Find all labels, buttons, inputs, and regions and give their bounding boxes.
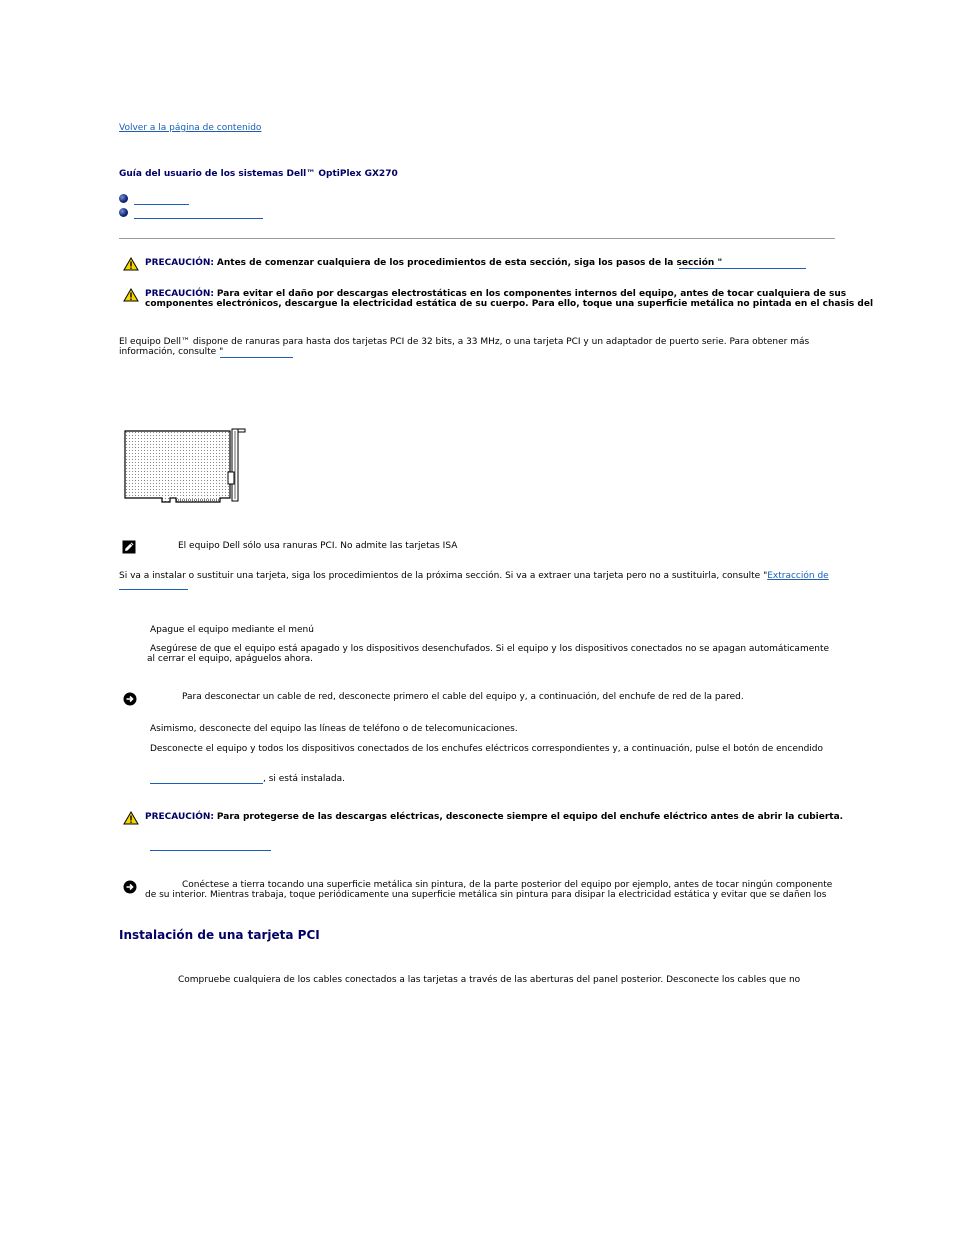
notice-2-line2: de su interior. Mientras trabaja, toque periódicamente una superficie metálica sin pintura para disipar la electricidad estática y evitar que se dañen los [145, 890, 827, 900]
caution-text: Antes de comenzar cualquiera de los procedimientos de esta sección, siga los pasos de la sección " [216, 258, 723, 268]
caution-1-link[interactable] [679, 268, 806, 269]
document-title: Guía del usuario de los sistemas Dell™ OptiPlex GX270 [119, 169, 398, 179]
toc-link-2[interactable] [134, 218, 263, 219]
caution-text: Para protegerse de las descargas eléctricas, desconecte siempre el equipo del enchufe eléctrico antes de abrir la cubierta. [216, 812, 844, 822]
install-paragraph-line1 [119, 571, 829, 581]
bullet-icon [119, 208, 128, 217]
toc-link-1[interactable] [134, 204, 189, 205]
notice-1-text: Para desconectar un cable de red, desconecte primero el cable del equipo y, a continuación, del enchufe de red de la pared. [182, 692, 744, 702]
notice-icon [123, 880, 137, 894]
caution-label: PRECAUCIÓN: [145, 258, 215, 268]
caution-label: PRECAUCIÓN: [145, 289, 215, 299]
step-5-link[interactable] [150, 783, 263, 784]
caution-3 [145, 812, 843, 822]
caution-text-line2: componentes electrónicos, descargue la electricidad estática de su cuerpo. Para ello, toque una superficie metálica no pintada en el chasis del [145, 299, 874, 309]
intro-line-2: información, consulte " [119, 347, 224, 357]
step-5-text: , si está instalada. [263, 774, 345, 784]
notice-icon [123, 692, 137, 706]
section-heading: Instalación de una tarjeta PCI [119, 928, 320, 942]
intro-line-1: El equipo Dell™ dispone de ranuras para hasta dos tarjetas PCI de 32 bits, a 33 MHz, o una tarjeta PCI y un adaptador de puerto serie. Para obtener más [119, 337, 810, 347]
caution-icon [123, 288, 139, 302]
notice-2-line1: Conéctese a tierra tocando una superficie metálica sin pintura, de la parte posterior del equipo por ejemplo, antes de tocar ningún componente [182, 880, 833, 890]
caution-label: PRECAUCIÓN: [145, 812, 215, 822]
install-step-1: Compruebe cualquiera de los cables conectados a las tarjetas a través de las aberturas del panel posterior. Desconecte los cables que no [178, 975, 801, 985]
intro-link[interactable] [220, 357, 293, 358]
install-paragraph-text: Si va a instalar o sustituir una tarjeta, siga los procedimientos de la próxima sección. Si va a extraer una tarjeta pero no a sustituirla, consulte " [119, 571, 768, 581]
step-2-line2: al cerrar el equipo, apáguelos ahora. [147, 654, 314, 664]
bullet-icon [119, 194, 128, 203]
caution-icon [123, 811, 139, 825]
step-6-link[interactable] [150, 850, 271, 851]
step-1: Apague el equipo mediante el menú [150, 625, 314, 635]
divider [119, 238, 835, 239]
pci-card-illustration [122, 428, 248, 506]
caution-text-line1: Para evitar el daño por descargas electrostáticas en los componentes internos del equipo, antes de tocar cualquiera de sus [216, 289, 847, 299]
back-to-contents-link[interactable]: Volver a la página de contenido [119, 123, 262, 133]
note-icon [122, 540, 136, 554]
step-3: Asimismo, desconecte del equipo las líneas de teléfono o de telecomunicaciones. [150, 724, 518, 734]
caution-1 [145, 258, 722, 268]
caution-2 [145, 289, 846, 299]
step-2-line1: Asegúrese de que el equipo está apagado y los dispositivos desenchufados. Si el equipo y los dispositivos conectados no se apagan automáticamente [150, 644, 830, 654]
step-4: Desconecte el equipo y todos los dispositivos conectados de los enchufes eléctricos correspondientes y, a continuación, pulse el botón de encendido [150, 744, 823, 754]
note-text: El equipo Dell sólo usa ranuras PCI. No admite las tarjetas ISA [178, 541, 458, 551]
removal-link-continuation[interactable] [119, 589, 188, 590]
removal-link[interactable]: Extracción de [767, 571, 829, 581]
caution-icon [123, 257, 139, 271]
